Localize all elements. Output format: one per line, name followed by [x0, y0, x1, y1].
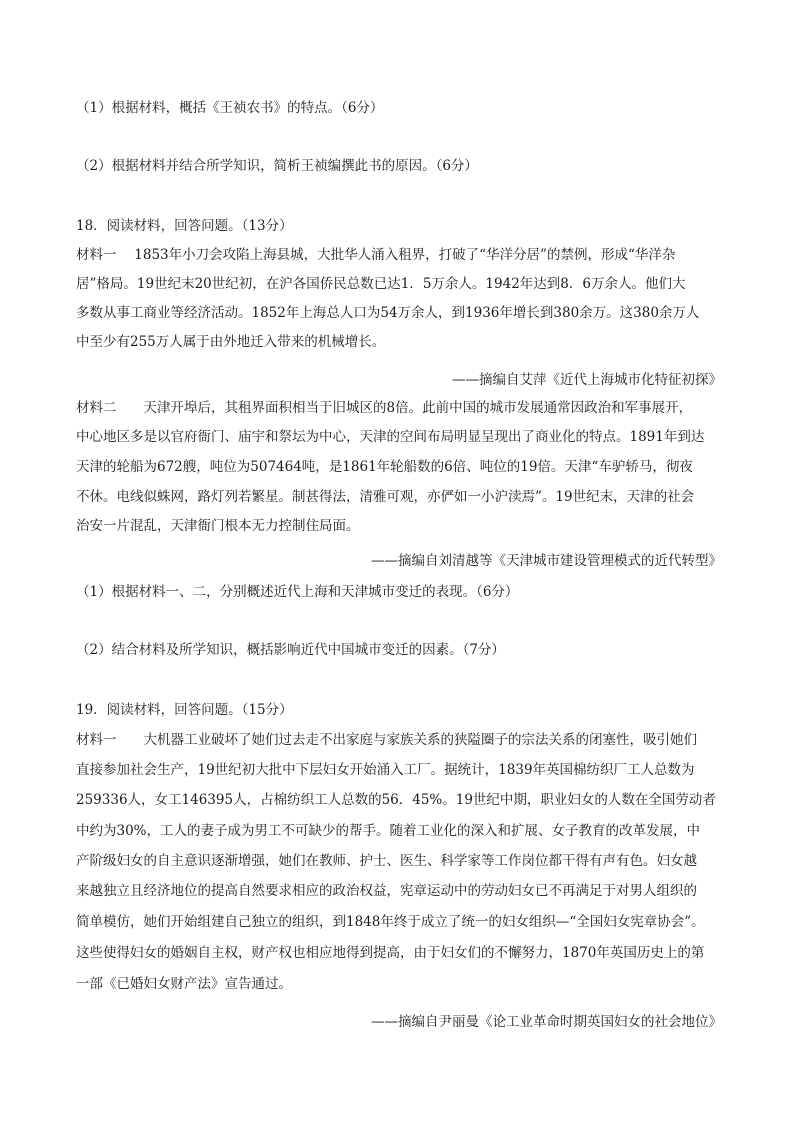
question-17-part-1: （1）根据材料，概括《王祯农书》的特点。（6分） [76, 100, 384, 116]
q18-material-1-line: 居”格局。19世纪末20世纪初，在沪各国侨民总数已达1．5万余人。1942年达到8．6万余人。他们大 [76, 276, 686, 292]
q19-material-1-line: 259336人，女工146395人，占棉纺织工人总数的56．45%。19世纪中期，职业妇女的人数在全国劳动者 [76, 792, 716, 808]
q18-material-1-source: ——摘编自艾萍《近代上海城市化特征初探》 [452, 372, 722, 388]
q18-material-2-line: 不休。电线似蛛网，路灯列若繁星。制甚得法，清雅可观，亦俨如一小沪渎焉”。19世纪末，天津的社会 [76, 489, 695, 505]
q19-material-1-line: 材料一 大机器工业破坏了她们过去走不出家庭与家族关系的狭隘圈子的宗法关系的闭塞性，吸引她们 [76, 732, 697, 748]
q19-material-1-line: 产阶级妇女的自主意识逐渐增强，她们在教师、护士、医生、科学家等工作岗位都干得有声有色。妇女越 [76, 853, 697, 869]
q18-material-2-line: 材料二 天津开埠后，其租界面积相当于旧城区的8倍。此前中国的城市发展通常因政治和军事展开， [76, 400, 693, 416]
q18-material-1-line: 材料一 1853年小刀会攻陷上海县城，大批华人涌入租界，打破了“华洋分居”的禁例，形成“华洋杂 [76, 247, 676, 263]
question-18-title: 18．阅读材料，回答问题。（13分） [76, 218, 293, 234]
q18-material-1-line: 多数从事工商业等经济活动。1852年上海总人口为54万余人，到1936年增长到380余万。这380余万人 [76, 305, 700, 321]
q19-material-1-line: 简单模仿，她们开始组建自己独立的组织，到1848年终于成立了统一的妇女组织—“全国妇女宪章协会”。 [76, 914, 705, 930]
q18-material-2-line: 治安一片混乱，天津衙门根本无力控制住局面。 [76, 518, 360, 534]
q19-material-1-line: 中约为30%，工人的妻子成为男工不可缺少的帮手。随着工业化的深入和扩展、女子教育的改革发展，中 [76, 823, 701, 839]
q19-material-1-line: 直接参加社会生产，19世纪初大批中下层妇女开始涌入工厂。据统计，1839年英国棉纺织厂工人总数为 [76, 762, 695, 778]
q19-material-1-line: 这些使得妇女的婚姻自主权，财产权也相应地得到提高，由于妇女们的不懈努力，1870年英国历史上的第 [76, 945, 705, 961]
question-18-part-2: （2）结合材料及所学知识，概括影响近代中国城市变迁的因素。（7分） [76, 642, 505, 658]
question-17-part-2: （2）根据材料并结合所学知识，简析王祯编撰此书的原因。（6分） [76, 158, 478, 174]
q18-material-2-line: 中心地区多是以官府衙门、庙宇和祭坛为中心，天津的空间布局明显呈现出了商业化的特点。1891年到达 [76, 429, 705, 445]
q19-material-1-source: ——摘编自尹丽曼《论工业革命时期英国妇女的社会地位》 [371, 1014, 722, 1030]
q19-material-1-line: 一部《已婚妇女财产法》宣告通过。 [76, 976, 292, 992]
question-18-part-1: （1）根据材料一、二，分别概述近代上海和天津城市变迁的表现。（6分） [76, 584, 519, 600]
question-19-title: 19．阅读材料，回答问题。（15分） [76, 702, 293, 718]
q18-material-2-source: ——摘编自刘清越等《天津城市建设管理模式的近代转型》 [371, 553, 722, 569]
q18-material-1-line: 中至少有255万人属于由外地迁入带来的机械增长。 [76, 334, 386, 350]
q19-material-1-line: 来越独立且经济地位的提高自然要求相应的政治权益，宪章运动中的劳动妇女已不再满足于对男人组织的 [76, 883, 697, 899]
q18-material-2-line: 天津的轮船为672艘，吨位为507464吨，是1861年轮船数的6倍、吨位的19倍。天津“车驴轿马，彻夜 [76, 459, 693, 475]
